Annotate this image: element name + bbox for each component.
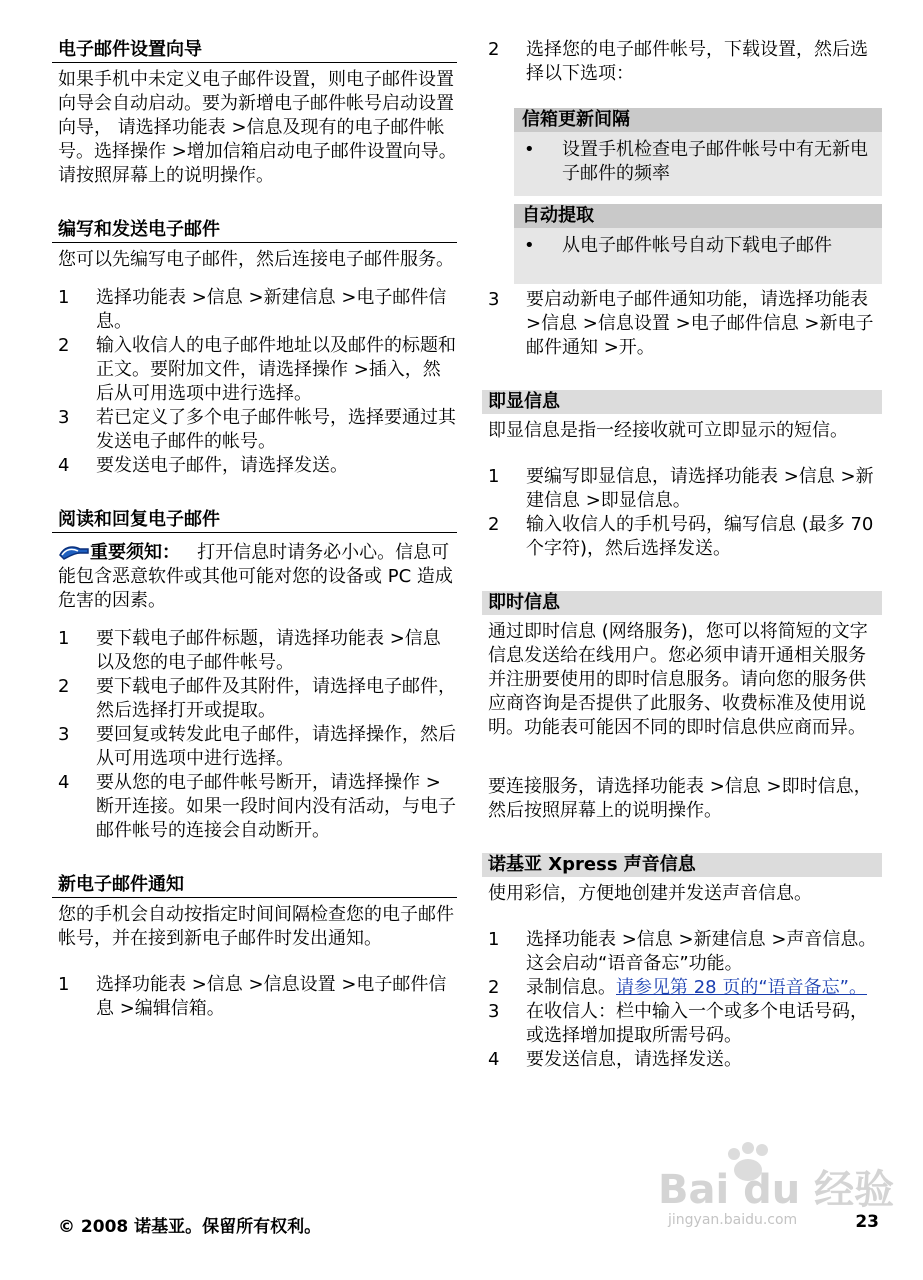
section-title-read-reply: 阅读和回复电子邮件 [52,508,457,533]
email-wizard-body: 如果手机中未定义电子邮件设置，则电子邮件设置向导会自动启动。要为新增电子邮件帐号启动设置向导， 请选择功能表 >信息及现有的电子邮件帐号。选择操作 >增加信箱启动电子邮件设置向导。请按照屏幕上的说明操作。 [58,69,457,186]
instant-message-body: 通过即时信息 (网络服务)，您可以将简短的文字信息发送给在线用户。您必须申请开通相关服务并注册要使用的即时信息服务。请向您的服务供应商咨询是否提供了此服务、收费标准及使用说明。功能表可能因不同的即时信息供应商而异。 [488,621,868,738]
list-item: 2 要下载电子邮件及其附件，请选择电子邮件，然后选择打开或提取。 [58,676,456,721]
list-item: 3 要启动新电子邮件通知功能，请选择功能表 >信息 >信息设置 >电子邮件信息 >新电子邮件通知 >开。 [488,289,874,358]
option-desc: • 从电子邮件帐号自动下载电子邮件 [524,235,832,256]
hand-pointer-icon [58,541,90,561]
list-item: 2 输入收信人的电子邮件地址以及邮件的标题和正文。要附加文件，请选择操作 >插入，然后从可用选项中进行选择。 [58,335,456,404]
option-title: 自动提取 [514,204,882,228]
read-steps [52,627,457,843]
list-item: 1 要下载电子邮件标题，请选择功能表 >信息以及您的电子邮件帐号。 [58,628,441,673]
watermark-url: jingyan.baidu.com [668,1212,798,1228]
compose-steps [52,286,457,478]
section-title-instant-message: 即时信息 [482,591,882,615]
notify-steps-cont [482,38,882,86]
notify-steps [52,973,457,1021]
list-item: 2 录制信息。请参见第 28 页的“语音备忘”。 [488,977,867,998]
right-column [482,38,882,1072]
list-item: 2 选择您的电子邮件帐号，下载设置，然后选择以下选项： [488,39,868,84]
important-note: 重要须知： 打开信息时请务必小心。信息可能包含恶意软件或其他可能对您的设备或 PC 造成危害的因素。 [58,542,453,611]
list-item: 1 选择功能表 >信息 >信息设置 >电子邮件信息 >编辑信箱。 [58,974,447,1019]
audio-steps [482,928,882,1072]
option-box-update-interval [514,108,882,196]
instant-message-connect: 要连接服务，请选择功能表 >信息 >即时信息，然后按照屏幕上的说明操作。 [488,776,872,821]
compose-email-body: 您可以先编写电子邮件，然后连接电子邮件服务。 [58,249,454,270]
section-title-new-email-notify: 新电子邮件通知 [52,873,457,898]
left-column [52,38,457,1021]
list-item: 4 要发送信息，请选择发送。 [488,1049,742,1070]
list-item: 1 要编写即显信息，请选择功能表 >信息 >新建信息 >即显信息。 [488,466,874,511]
list-item: 2 输入收信人的手机号码，编写信息 (最多 70 个字符)，然后选择发送。 [488,514,874,559]
list-item: 3 在收信人：栏中输入一个或多个电话号码，或选择增加提取所需号码。 [488,1001,868,1046]
page-number: 23 [855,1212,879,1232]
section-title-email-wizard: 电子邮件设置向导 [52,38,457,63]
voice-memo-link[interactable]: 请参见第 28 页的“语音备忘”。 [616,977,867,998]
option-box-auto-fetch [514,204,882,284]
list-item: 3 要回复或转发此电子邮件，请选择操作，然后从可用选项中进行选择。 [58,724,456,769]
flash-steps [482,465,882,561]
list-item: 1 选择功能表 >信息 >新建信息 >声音信息。这会启动“语音备忘”功能。 [488,929,877,974]
option-title: 信箱更新间隔 [514,108,882,132]
option-desc: • 设置手机检查电子邮件帐号中有无新电子邮件的频率 [524,139,868,184]
flash-message-body: 即显信息是指一经接收就可立即显示的短信。 [488,420,848,441]
list-item: 3 若已定义了多个电子邮件帐号，选择要通过其发送电子邮件的帐号。 [58,407,456,452]
list-item: 4 要发送电子邮件，请选择发送。 [58,455,348,476]
section-title-xpress-audio: 诺基亚 Xpress 声音信息 [482,853,882,877]
section-title-compose-email: 编写和发送电子邮件 [52,218,457,243]
list-item: 1 选择功能表 >信息 >新建信息 >电子邮件信息。 [58,287,447,332]
section-title-flash-message: 即显信息 [482,390,882,414]
list-item: 4 要从您的电子邮件帐号断开，请选择操作 >断开连接。如果一段时间内没有活动，与电子邮件帐号的连接会自动断开。 [58,772,456,841]
xpress-audio-body: 使用彩信，方便地创建并发送声音信息。 [488,883,812,904]
footer-copyright: © 2008 诺基亚。保留所有权利。 [58,1217,322,1237]
new-email-notify-body: 您的手机会自动按指定时间间隔检查您的电子邮件帐号，并在接到新电子邮件时发出通知。 [58,904,454,949]
notify-steps-end [482,288,882,360]
watermark-logo: Bai du 经验 [658,1167,895,1213]
